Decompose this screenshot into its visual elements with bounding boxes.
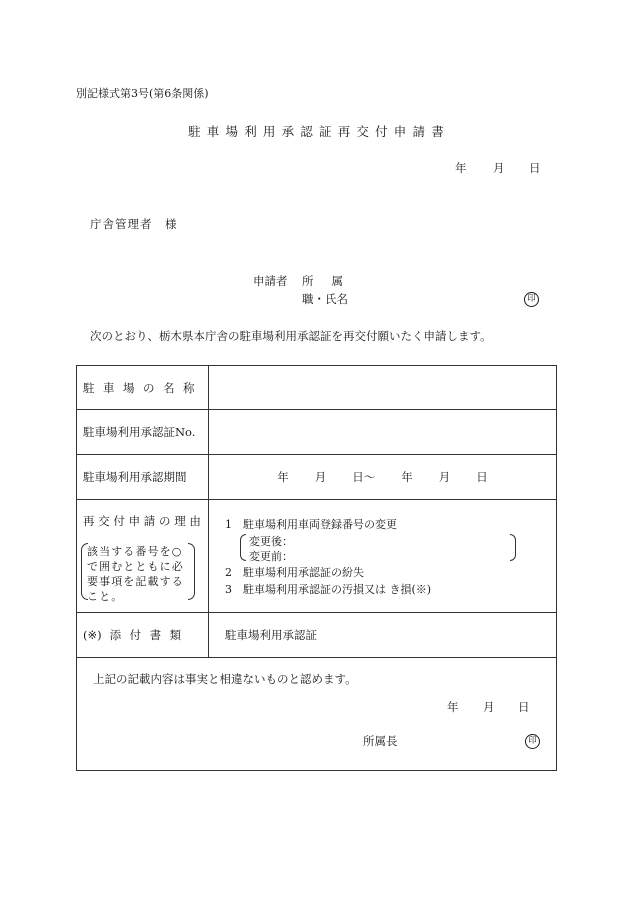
attachment-label: 添付書類 [109, 628, 190, 642]
table-row [77, 613, 557, 658]
period-end-year: 年 [401, 470, 413, 484]
period-end-day: 日 [476, 470, 488, 484]
cert-date-year: 年 [447, 700, 459, 714]
after-change-label: 変更後： [249, 535, 293, 548]
statement: 次のとおり、栃木県本庁舎の駐車場利用承認証を再交付願いたく申請します。 [90, 329, 492, 343]
name-label: 職・氏名 [302, 292, 348, 306]
date-year: 年 [455, 161, 467, 175]
table-row [77, 410, 557, 455]
department-label: 所属 [302, 274, 361, 288]
period-label-cell [77, 455, 209, 500]
before-change-label: 変更前： [249, 550, 293, 563]
parking-name-label: 駐車場の名称 [83, 380, 203, 395]
attachment-label-cell [77, 613, 209, 658]
parking-name-field[interactable] [209, 366, 557, 410]
table-row [77, 366, 557, 410]
period-field[interactable] [209, 455, 557, 500]
certification-text: 上記の記載内容は事実と相違ないものと認めます。 [93, 672, 357, 686]
department-head-label: 所属長 [363, 734, 398, 748]
reason-note: 該当する番号を○で囲むとともに必要事項を記載すること。 [87, 545, 184, 603]
cert-no-label-cell [77, 410, 209, 455]
date-day: 日 [529, 161, 541, 175]
cert-no-field[interactable] [209, 410, 557, 455]
table-row [77, 658, 557, 771]
reason-option-3[interactable]: 3 駐車場利用承認証の汚損又は き損(※) [225, 583, 432, 596]
application-table [76, 365, 557, 771]
period-label: 駐車場利用承認期間 [83, 470, 187, 484]
certification-cell [77, 658, 557, 771]
addressee: 庁舎管理者 様 [90, 217, 178, 231]
cert-date-day: 日 [518, 700, 530, 714]
cert-date-month: 月 [483, 700, 495, 714]
table-row [77, 500, 557, 613]
reason-label: 再交付申請の理由 [83, 514, 205, 528]
attachment-mark: (※) [83, 628, 102, 642]
attachment-value: 駐車場利用承認証 [225, 628, 317, 642]
table-row [77, 455, 557, 500]
reason-note-box [81, 543, 195, 603]
head-seal-mark: 印 [525, 734, 540, 749]
period-start-month: 月 [314, 470, 327, 484]
reason-option-1[interactable]: 1 駐車場利用車両登録番号の変更 [225, 518, 397, 531]
reasons-field[interactable] [209, 500, 557, 613]
parking-name-label-cell [77, 366, 209, 410]
applicant-label: 申請者 [253, 274, 288, 288]
period-start-year: 年 [277, 470, 289, 484]
bracket-right [510, 534, 516, 561]
period-values [209, 469, 556, 485]
seal-mark: 印 [524, 292, 539, 307]
attachment-field [209, 613, 557, 658]
reason-option-2[interactable]: 2 駐車場利用承認証の紛失 [225, 566, 364, 579]
reason-label-cell [77, 500, 209, 613]
period-end-month: 月 [438, 470, 451, 484]
form-reference: 別記様式第3号(第6条関係) [76, 87, 209, 100]
bracket-left [240, 534, 246, 561]
document-title: 駐車場利用承認証再交付申請書 [188, 124, 450, 139]
cert-no-label: 駐車場利用承認証No. [83, 425, 196, 439]
date-month: 月 [493, 161, 505, 175]
period-start-day: 日〜 [352, 470, 376, 484]
